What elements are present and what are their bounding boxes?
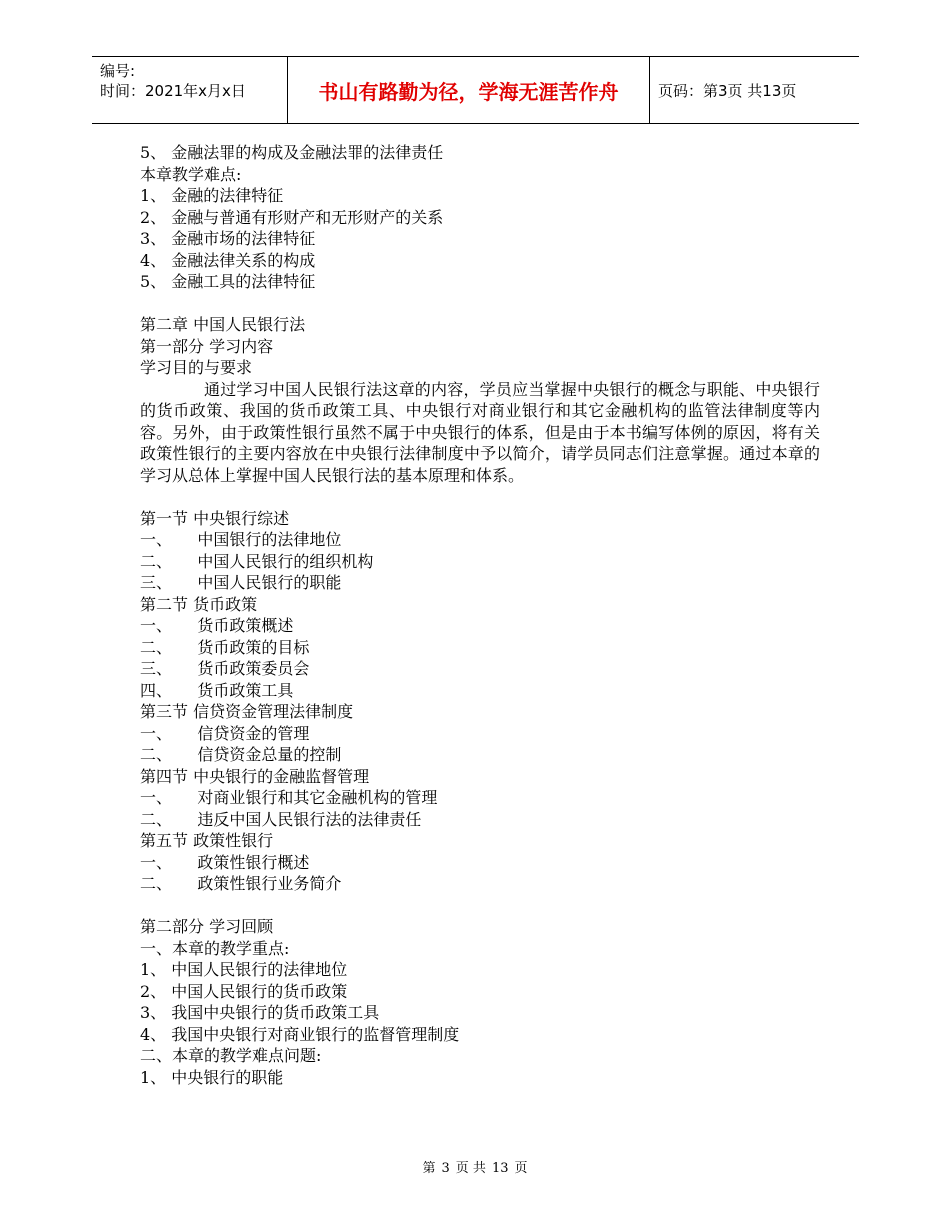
section-line: 第三节 信贷资金管理法律制度 <box>140 702 354 721</box>
section-line: 一、 货币政策概述 <box>140 616 294 635</box>
text-line: 2、 金融与普通有形财产和无形财产的关系 <box>140 207 444 227</box>
header-divider <box>649 57 650 123</box>
section-line: 第四节 中央银行的金融监督管理 <box>140 766 370 786</box>
section-line: 第五节 政策性银行 <box>140 831 274 850</box>
section-line: 四、 货币政策工具 <box>140 680 294 700</box>
text-line: 3、 金融市场的法律特征 <box>140 229 316 248</box>
footer-mid: 页 共 <box>455 1161 486 1176</box>
review-line: 1、 中央银行的职能 <box>140 1067 284 1087</box>
section-line: 二、 货币政策的目标 <box>140 637 310 657</box>
section-line: 第二节 货币政策 <box>140 594 258 614</box>
text-line: 5、 金融工具的法律特征 <box>140 272 316 291</box>
document-body <box>140 142 820 1088</box>
goal-paragraph: 通过学习中国人民银行法这章的内容，学员应当掌握中央银行的概念与职能、中央银行的货币政策、我国的货币政策工具、中央银行对商业银行和其它金融机构的监管法律制度等内容。另外，由于政策性银行虽然不属于中央银行的体系，但是由于本书编写体例的原因，将有关政策性银行的主要内容放在中央银行法律制度中予以简介，请学员同志们注意掌握。通过本章的学习从总体上掌握中国人民银行法的基本原理和体系。 <box>140 379 820 485</box>
review-line: 2、 中国人民银行的货币政策 <box>140 981 348 1001</box>
text-line: 4、 金融法律关系的构成 <box>140 250 316 270</box>
review-line: 1、 中国人民银行的法律地位 <box>140 960 348 979</box>
header-motto: 书山有路勤为径，学海无涯苦作舟 <box>318 79 619 104</box>
section-line: 一、 中国银行的法律地位 <box>140 530 342 549</box>
time-label: 时间：2021年x月x日 <box>100 82 246 100</box>
footer-suffix: 页 <box>514 1161 528 1176</box>
part-title: 第一部分 学习内容 <box>140 336 274 356</box>
section-line: 一、 信贷资金的管理 <box>140 723 310 743</box>
section-line: 三、 中国人民银行的职能 <box>140 573 342 592</box>
footer-current-page: 3 <box>441 1161 450 1176</box>
review-line: 第二部分 学习回顾 <box>140 917 274 936</box>
text-line: 1、 金融的法律特征 <box>140 186 284 205</box>
section-line: 二、 政策性银行业务简介 <box>140 874 342 893</box>
page-footer <box>0 1157 950 1176</box>
text-line: 5、 金融法罪的构成及金融法罪的法律责任 <box>140 143 444 162</box>
section-line: 二、 信贷资金总量的控制 <box>140 745 342 764</box>
goal-heading: 学习目的与要求 <box>140 358 253 377</box>
review-line: 一、本章的教学重点: <box>140 938 290 958</box>
section-line: 二、 违反中国人民银行法的法律责任 <box>140 809 422 829</box>
text-line: 本章教学难点: <box>140 164 242 184</box>
review-line: 3、 我国中央银行的货币政策工具 <box>140 1003 380 1022</box>
footer-total-pages: 13 <box>491 1161 509 1176</box>
section-line: 一、 政策性银行概述 <box>140 852 310 872</box>
footer-prefix: 第 <box>422 1161 436 1176</box>
review-line: 二、本章的教学难点问题: <box>140 1046 322 1065</box>
section-line: 一、 对商业银行和其它金融机构的管理 <box>140 788 438 807</box>
header-meta <box>100 61 246 101</box>
section-line: 二、 中国人民银行的组织机构 <box>140 551 374 571</box>
chapter-title: 第二章 中国人民银行法 <box>140 315 306 334</box>
header-page-info: 页码：第3页 共13页 <box>658 81 797 100</box>
section-line: 三、 货币政策委员会 <box>140 659 310 678</box>
review-line: 4、 我国中央银行对商业银行的监督管理制度 <box>140 1024 460 1044</box>
code-label: 编号: <box>100 62 136 80</box>
section-line: 第一节 中央银行综述 <box>140 508 290 528</box>
page-header <box>92 56 859 124</box>
